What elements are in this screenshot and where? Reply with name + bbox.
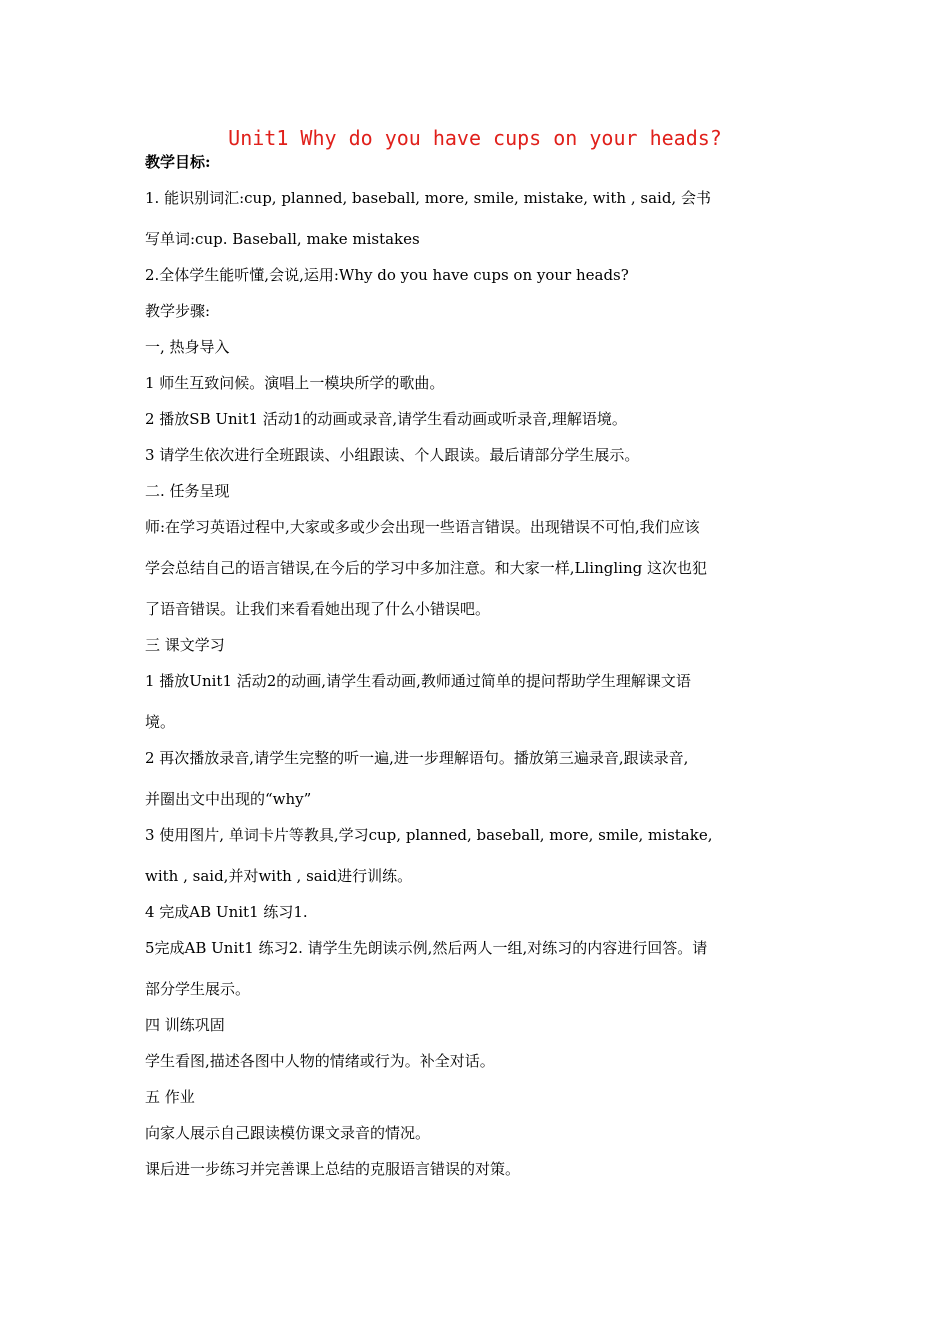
document-title: Unit1 Why do you have cups on your heads? [228,126,722,150]
text-study-item-2-line-2: 并圈出文中出现的“why” [145,790,312,808]
text-study-item-2-line-1: 2 再次播放录音,请学生完整的听一遍,进一步理解语句。播放第三遍录音,跟读录音, [145,749,689,767]
objective-2: 2.全体学生能听懂,会说,运用:Why do you have cups on your heads? [145,266,629,284]
objective-1-line-2: 写单词:cup. Baseball, make mistakes [145,230,420,248]
homework-item-1: 向家人展示自己跟读模仿课文录音的情况。 [145,1124,431,1142]
task-paragraph-line-2: 学会总结自己的语言错误,在今后的学习中多加注意。和大家一样,Llingling 这次也犯 [145,559,707,577]
practice-item: 学生看图,描述各图中人物的情绪或行为。补全对话。 [145,1052,495,1070]
warmup-item-3: 3 请学生依次进行全班跟读、小组跟读、个人跟读。最后请部分学生展示。 [145,446,640,464]
text-study-item-5-line-1: 5完成AB Unit1 练习2. 请学生先朗读示例,然后两人一组,对练习的内容进行回答。请 [145,939,708,957]
step-heading-task: 二. 任务呈现 [145,482,230,500]
step-heading-homework: 五 作业 [145,1088,195,1106]
objective-1-line-1: 1. 能识别词汇:cup, planned, baseball, more, smile, mistake, with , said, 会书 [145,189,711,207]
homework-item-2: 课后进一步练习并完善课上总结的克服语言错误的对策。 [145,1160,521,1178]
section-heading-steps: 教学步骤: [145,302,211,320]
section-heading-objectives: 教学目标: [145,153,211,171]
text-study-item-4: 4 完成AB Unit1 练习1. [145,903,308,921]
text-study-item-3-line-1: 3 使用图片, 单词卡片等教具,学习cup, planned, baseball, more, smile, mistake, [145,826,713,844]
task-paragraph-line-1: 师:在学习英语过程中,大家或多或少会出现一些语言错误。出现错误不可怕,我们应该 [145,518,700,536]
text-study-item-1-line-1: 1 播放Unit1 活动2的动画,请学生看动画,教师通过简单的提问帮助学生理解课文语 [145,672,691,690]
step-heading-warmup: 一, 热身导入 [145,338,230,356]
task-paragraph-line-3: 了语音错误。让我们来看看她出现了什么小错误吧。 [145,600,491,618]
step-heading-text-study: 三 课文学习 [145,636,225,654]
text-study-item-1-line-2: 境。 [145,713,176,731]
warmup-item-2: 2 播放SB Unit1 活动1的动画或录音,请学生看动画或听录音,理解语境。 [145,410,627,428]
step-heading-practice: 四 训练巩固 [145,1016,225,1034]
warmup-item-1: 1 师生互致问候。演唱上一模块所学的歌曲。 [145,374,445,392]
text-study-item-5-line-2: 部分学生展示。 [145,980,251,998]
text-study-item-3-line-2: with , said,并对with , said进行训练。 [145,867,413,885]
